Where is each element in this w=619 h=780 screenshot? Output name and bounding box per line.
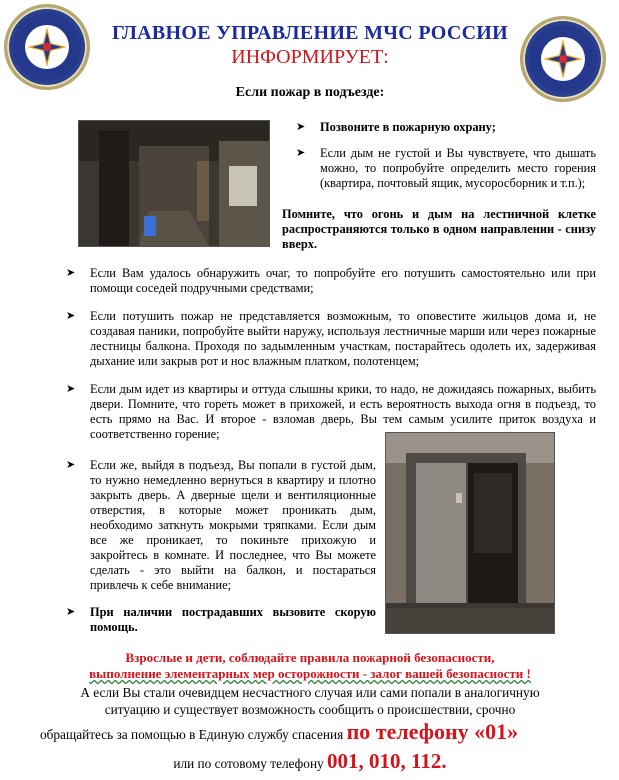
arrow-bullet-icon: ➤ [66,383,76,395]
burned-elevator-photo [385,432,555,634]
rescue-phone-01: по телефону «01» [346,719,519,744]
main-bullet-list-bottom [66,458,376,635]
list-item: ➤ Если дым не густой и Вы чувствуете, что дышать можно, то попробуйте определить место горения (квартира, почтовый ящик, мусоросборник и т.п.); [296,146,596,190]
arrow-bullet-icon: ➤ [66,606,76,618]
top-bullet-list [296,120,596,191]
list-item: ➤ При наличии пострадавших вызовите скорую помощь. [66,605,376,634]
section-heading: Если пожар в подъезде: [235,85,385,100]
footer-text-2: ситуацию и существует возможность сообщить о происшествии, срочно [104,702,516,717]
emblem-star-icon [10,10,84,84]
list-item: ➤ Если Вам удалось обнаружить очаг, то попробуйте его потушить самостоятельно или при помощи соседей подручными средствами; [66,266,596,295]
emchs-emblem-left [4,4,90,90]
safety-appeal-line-2: выполнение элементарных мер осторожности - залог вашей безопасности ! [89,666,531,681]
page-title: ГЛАВНОЕ УПРАВЛЕНИЕ МЧС РОССИИ [111,22,509,44]
page-subtitle: ИНФОРМИРУЕТ: [231,46,389,68]
footer-text-1: А если Вы стали очевидцем несчастного случая или сами попали в аналогичную [80,685,540,700]
arrow-bullet-icon: ➤ [66,267,76,279]
mobile-phone-numbers: 001, 010, 112. [327,749,447,773]
arrow-bullet-icon: ➤ [296,121,306,133]
arrow-bullet-icon: ➤ [296,147,306,159]
list-item: ➤ Если потушить пожар не представляется возможным, то оповестите жильцов дома и, не создавая паники, попробуйте выйти наружу, используя лестничные марши или через пожарные лестницы балкона. Проходя по задымленным участкам, постарайтесь одолеть их, задерживая дыхание или закрыв рот и нос влажным платком, полотенцем; [66,309,596,368]
footer-text-4: или по сотовому телефону 001, 010, 112. [173,749,447,773]
footer-text-3: обращайтесь за помощью в Единую службу спасения по телефону «01» [40,719,519,744]
remember-note: Помните, что огонь и дым на лестничной клетке распространяются только в одном направлении - снизу вверх. [282,207,596,251]
list-item: ➤ Если дым идет из квартиры и оттуда слышны крики, то надо, не дожидаясь пожарных, выбить двери. Помните, что гореть может в прихожей, и есть вероятность выхода огня в подъезд, то есть прямо на Вас. И второе - взломав дверь, Вы тем самым усилите приток воздуха и соответственно горение; [66,382,596,441]
list-item: ➤ Позвоните в пожарную охрану; [296,120,496,134]
arrow-bullet-icon: ➤ [66,459,76,471]
list-item: ➤ Если же, выйдя в подъезд, Вы попали в густой дым, то нужно немедленно вернуться в квартиру и плотно закрыть дверь. А дверные щели и вентиляционные отверстия, в которые может проникать дым, необходимо заткнуть мокрыми тряпками. Если дым все же проникает, то покиньте прихожую и закройтесь в комнате. И последнее, что Вы можете сделать - это выйти на балкон, и постараться привлечь к себе внимание; [66,458,376,592]
main-bullet-list-top [66,266,596,442]
safety-appeal-line-1: Взрослые и дети, соблюдайте правила пожарной безопасности, [125,650,495,665]
burned-stairwell-photo [78,120,270,247]
arrow-bullet-icon: ➤ [66,310,76,322]
emchs-emblem-right [520,16,606,102]
emblem-star-icon [526,22,600,96]
